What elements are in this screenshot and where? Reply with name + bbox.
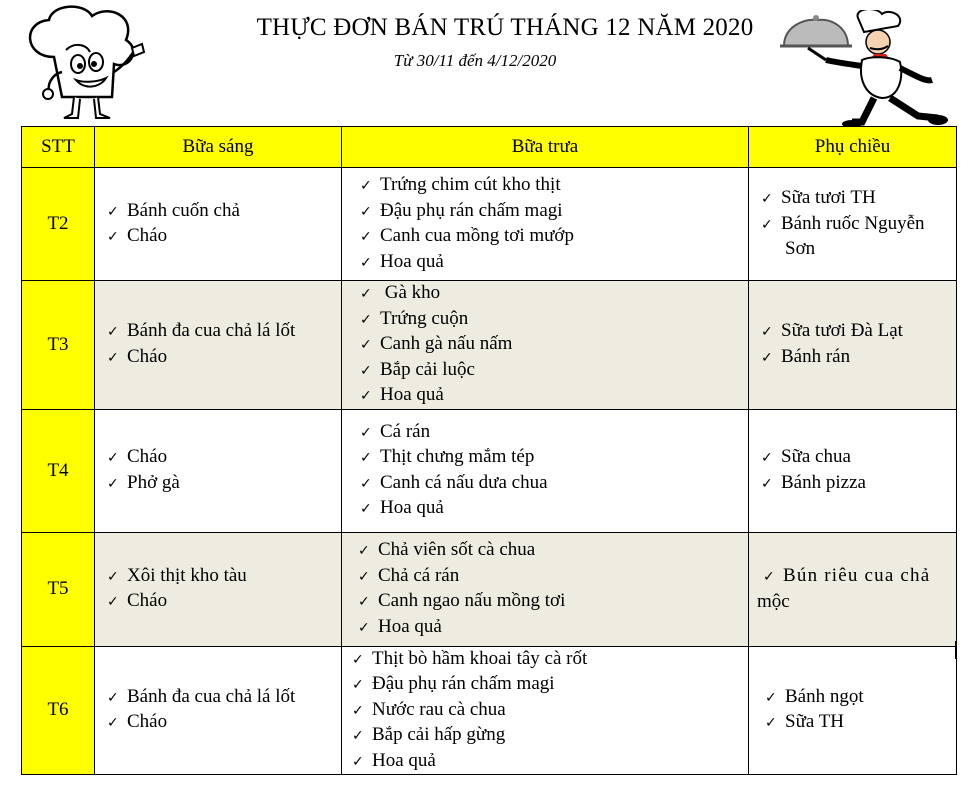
snack-cell — [749, 646, 957, 775]
snack-cell — [749, 168, 957, 281]
checkmark-icon: ✓ — [107, 715, 119, 732]
lunch-cell — [342, 168, 749, 281]
checkmark-icon: ✓ — [765, 715, 777, 732]
checkmark-icon: ✓ — [107, 203, 119, 220]
checkmark-icon: ✓ — [107, 475, 119, 492]
list-item: ✓ Hoa quả — [352, 749, 744, 775]
breakfast-cell — [95, 409, 342, 532]
menu-table — [21, 126, 957, 775]
list-item: ✓ Canh cá nấu dưa chua — [360, 471, 744, 497]
page-title: THỰC ĐƠN BÁN TRÚ THÁNG 12 NĂM 2020 — [256, 14, 754, 41]
checkmark-icon: ✓ — [107, 349, 119, 366]
snack-cell — [749, 532, 957, 646]
checkmark-icon: ✓ — [107, 568, 119, 585]
table-row — [22, 646, 957, 775]
list-item: ✓ Nước rau cà chua — [352, 698, 744, 724]
column-header-stt: STT — [22, 127, 95, 168]
table-row — [22, 281, 957, 410]
checkmark-icon: ✓ — [761, 349, 773, 366]
lunch-cell — [342, 409, 749, 532]
table-row — [22, 168, 957, 281]
checkmark-icon: ✓ — [360, 362, 372, 379]
list-item: ✓ Canh ngao nấu mồng tơi — [358, 589, 744, 615]
list-item: ✓ Chả viên sốt cà chua — [358, 538, 744, 564]
list-item: ✓ Canh cua mồng tơi mướp — [360, 224, 744, 250]
list-item: ✓ Xôi thịt kho tàu — [107, 564, 337, 590]
checkmark-icon: ✓ — [358, 594, 370, 610]
list-item: ✓ Cá rán — [360, 420, 744, 446]
list-item: ✓ Hoa quả — [360, 383, 744, 409]
checkmark-icon: ✓ — [352, 677, 364, 693]
checkmark-icon: ✓ — [107, 324, 119, 341]
list-item: ✓ Chả cá rán — [358, 564, 744, 590]
checkmark-icon: ✓ — [360, 475, 372, 492]
list-item: ✓ Bánh cuốn chả — [107, 199, 337, 225]
list-item: ✓ Gà kho — [360, 281, 744, 307]
list-item: ✓ Sữa chua — [761, 445, 952, 471]
list-item: ✓ Bánh pizza — [761, 471, 952, 497]
checkmark-icon: ✓ — [761, 191, 773, 208]
list-item: ✓ Bánh đa cua chả lá lốt — [107, 685, 337, 711]
column-header-snack: Phụ chiều — [749, 127, 957, 168]
list-item: ✓ Cháo — [107, 589, 337, 615]
list-item: ✓ Cháo — [107, 224, 337, 250]
list-item: ✓ Bún riêu cua chả — [757, 564, 948, 590]
checkmark-icon: ✓ — [352, 753, 364, 770]
checkmark-icon: ✓ — [352, 728, 364, 744]
checkmark-icon: ✓ — [360, 178, 372, 194]
date-range-subtitle: Từ 30/11 đến 4/12/2020 — [393, 51, 557, 70]
text-cursor-marker — [955, 641, 957, 659]
day-cell: T5 — [22, 532, 95, 646]
list-item: ✓ Cháo — [107, 345, 337, 371]
list-item: ✓ Bắp cải luộc — [360, 358, 744, 384]
checkmark-icon: ✓ — [360, 501, 372, 517]
breakfast-cell — [95, 646, 342, 775]
lunch-cell — [342, 281, 749, 410]
checkmark-icon: ✓ — [360, 450, 372, 466]
checkmark-icon: ✓ — [761, 450, 773, 466]
checkmark-icon: ✓ — [761, 324, 773, 341]
list-item: ✓ Cháo — [107, 445, 337, 471]
checkmark-icon: ✓ — [107, 594, 119, 610]
checkmark-icon: ✓ — [360, 229, 372, 245]
list-item: ✓ Hoa quả — [358, 615, 744, 641]
checkmark-icon: ✓ — [765, 689, 777, 706]
list-item: ✓ Cháo — [107, 710, 337, 736]
checkmark-icon: ✓ — [761, 475, 773, 492]
list-item: ✓ Sữa tươi TH — [761, 186, 952, 212]
list-item: ✓ Bánh ngọt — [765, 685, 952, 711]
list-item: ✓ Trứng chim cút kho thịt — [360, 173, 744, 199]
checkmark-icon: ✓ — [761, 216, 773, 233]
table-row — [22, 532, 957, 646]
table-header-row — [22, 127, 957, 168]
list-item-continuation: mộc — [757, 590, 790, 612]
breakfast-cell — [95, 281, 342, 410]
checkmark-icon: ✓ — [107, 450, 119, 466]
checkmark-icon: ✓ — [107, 689, 119, 706]
list-item: ✓ Bắp cải hấp gừng — [352, 723, 744, 749]
lunch-cell — [342, 646, 749, 775]
checkmark-icon: ✓ — [358, 543, 370, 559]
checkmark-icon: ✓ — [360, 254, 372, 271]
checkmark-icon: ✓ — [360, 388, 372, 404]
checkmark-icon: ✓ — [763, 569, 775, 585]
checkmark-icon: ✓ — [358, 619, 370, 636]
day-cell: T2 — [22, 168, 95, 281]
lunch-cell — [342, 532, 749, 646]
breakfast-cell — [95, 168, 342, 281]
list-item: ✓ Đậu phụ rán chấm magi — [352, 672, 744, 698]
checkmark-icon: ✓ — [352, 651, 364, 668]
list-item: ✓ Canh gà nấu nấm — [360, 332, 744, 358]
checkmark-icon: ✓ — [360, 286, 372, 302]
column-header-breakfast: Bữa sáng — [95, 127, 342, 168]
day-cell: T3 — [22, 281, 95, 410]
list-item: ✓ Sữa TH — [765, 710, 952, 736]
table-row — [22, 409, 957, 532]
column-header-lunch: Bữa trưa — [342, 127, 749, 168]
list-item: ✓ Bánh rán — [761, 345, 952, 371]
day-cell: T4 — [22, 409, 95, 532]
checkmark-icon: ✓ — [360, 203, 372, 220]
list-item: ✓ Thịt bò hầm khoai tây cà rốt — [352, 647, 744, 673]
checkmark-icon: ✓ — [358, 568, 370, 585]
checkmark-icon: ✓ — [360, 311, 372, 328]
list-item: ✓ Hoa quả — [360, 496, 744, 522]
list-item: ✓ Bánh ruốc Nguyễn — [761, 212, 952, 238]
checkmark-icon: ✓ — [352, 702, 364, 719]
checkmark-icon: ✓ — [360, 337, 372, 353]
checkmark-icon: ✓ — [107, 229, 119, 245]
list-item: ✓ Thịt chưng mắm tép — [360, 445, 744, 471]
list-item: ✓ Bánh đa cua chả lá lốt — [107, 319, 337, 345]
list-item: ✓ Đậu phụ rán chấm magi — [360, 199, 744, 225]
snack-cell — [749, 281, 957, 410]
checkmark-icon: ✓ — [360, 424, 372, 441]
list-item-continuation: Sơn — [785, 238, 816, 260]
snack-cell — [749, 409, 957, 532]
breakfast-cell — [95, 532, 342, 646]
list-item: ✓ Sữa tươi Đà Lạt — [761, 319, 952, 345]
list-item: ✓ Hoa quả — [360, 250, 744, 276]
list-item: ✓ Trứng cuộn — [360, 307, 744, 333]
list-item: ✓ Phở gà — [107, 471, 337, 497]
day-cell: T6 — [22, 646, 95, 775]
